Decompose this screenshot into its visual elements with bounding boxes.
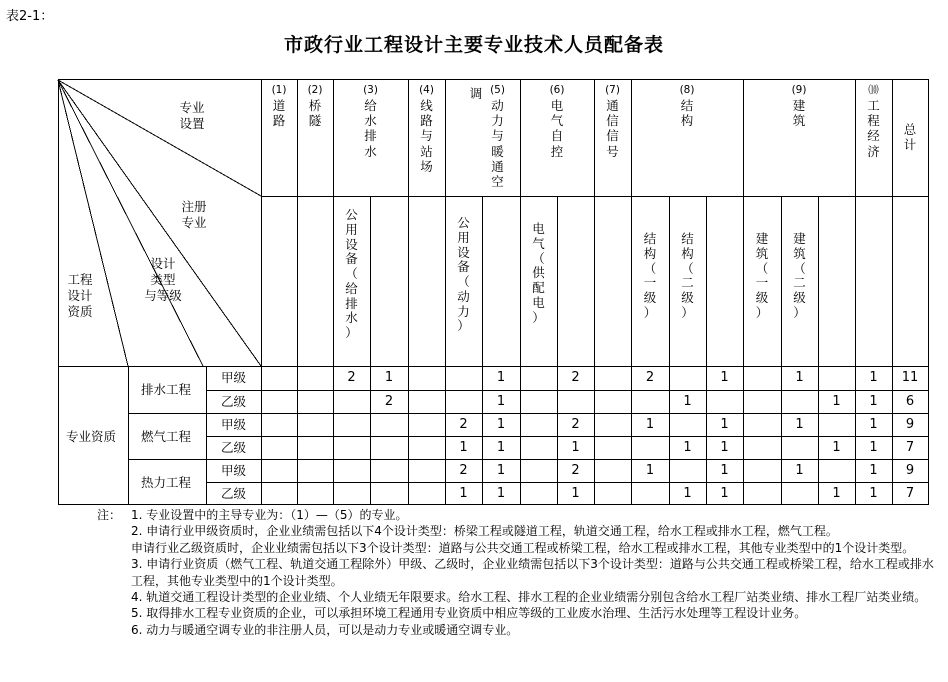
major-char: 建: [792, 97, 806, 113]
registered-char: ）: [793, 304, 806, 320]
table-cell: [261, 366, 297, 389]
table-cell: [261, 482, 297, 505]
table-cell: [743, 413, 781, 436]
registered-char: 给: [345, 280, 358, 296]
registered-header-3: [531, 222, 547, 325]
registered-char: 一: [643, 275, 657, 291]
registered-char: 备: [345, 251, 358, 267]
table-cell: 6: [905, 394, 915, 409]
registered-char: 用: [457, 229, 470, 245]
table-cell: 1: [645, 417, 655, 432]
table-cell: [370, 413, 408, 436]
qualification-group-label: 专业资质: [66, 429, 117, 444]
table-cell: [333, 390, 370, 413]
major-char: 暖: [491, 143, 504, 159]
registered-header-5: [680, 232, 696, 321]
major-char: 道: [272, 97, 286, 113]
major-char: 构: [680, 113, 694, 129]
major-header-5: [490, 84, 506, 189]
table-cell: [261, 413, 297, 436]
registered-char: 力: [457, 303, 470, 319]
registered-char: ）: [755, 304, 769, 320]
table-cell: [631, 482, 669, 505]
major-char: 计: [903, 137, 917, 153]
table-cell: 1: [795, 370, 804, 385]
table-cell: [297, 413, 333, 436]
table-cell: 2: [571, 370, 580, 385]
table-cell: [261, 459, 297, 482]
registered-char: 水: [345, 310, 358, 326]
major-char: 通: [491, 158, 504, 174]
registered-char: 公: [457, 215, 470, 230]
table-cell: 1: [496, 370, 506, 385]
table-cell: 1: [869, 486, 878, 501]
table-cell: [743, 482, 781, 505]
table-cell: 1: [869, 463, 878, 478]
major-header-2: [307, 84, 323, 128]
registered-char: ）: [345, 325, 358, 340]
table-cell: 1: [683, 394, 692, 409]
table-cell: [594, 413, 631, 436]
table-cell: [594, 482, 631, 505]
major-number: (8): [679, 84, 695, 96]
table-cell: 1: [720, 370, 729, 385]
table-cell: 11: [901, 370, 919, 385]
table-cell: [408, 366, 445, 389]
registered-char: 设: [345, 236, 358, 252]
table-cell: 2: [459, 417, 468, 432]
table-cell: 1: [720, 417, 729, 432]
table-cell: [333, 482, 370, 505]
table-cell: 1: [459, 486, 468, 501]
table-cell: [594, 366, 631, 389]
grade-label: 甲级: [221, 370, 247, 385]
table-cell: [743, 459, 781, 482]
registered-char: 一: [755, 275, 769, 291]
major-number: (9): [791, 84, 807, 96]
major-header-8: [679, 84, 695, 128]
table-cell: 1: [720, 486, 729, 501]
table-cell: 2: [571, 417, 580, 432]
header-registered-major: 注册 专业: [181, 199, 207, 230]
registered-char: 公: [345, 207, 358, 222]
registered-header-1: [344, 208, 360, 341]
registered-char: 结: [643, 231, 657, 246]
major-char: 线: [420, 97, 433, 113]
major-char: 号: [606, 143, 619, 159]
major-char: 气: [550, 113, 564, 129]
registered-char: ）: [532, 309, 545, 325]
table-cell: [297, 459, 333, 482]
major-char: 动: [491, 97, 504, 113]
table-cell: 1: [496, 486, 506, 501]
major-header-1: [271, 84, 287, 128]
registered-header-6: [754, 232, 770, 321]
hvac-prefix: 调: [469, 86, 483, 101]
major-char: 控: [550, 143, 564, 159]
major-char: 站: [420, 143, 433, 159]
table-cell: 1: [832, 440, 841, 455]
registered-char: 筑: [793, 245, 806, 261]
major-char: 工: [867, 97, 880, 113]
major-number: (3): [363, 84, 378, 96]
table-cell: 2: [645, 370, 655, 385]
table-cell: [408, 413, 445, 436]
registered-char: 结: [681, 231, 694, 246]
table-cell: [408, 436, 445, 459]
table-cell: [781, 390, 818, 413]
category-gas: 燃气工程: [141, 429, 192, 444]
registered-char: （: [532, 250, 545, 266]
table-cell: 1: [720, 440, 729, 455]
note-2: 2. 申请行业甲级资质时，企业业绩需包括以下4个设计类型：桥梁工程或隧道工程，轨道交通工程，给水工程或排水工程，燃气工程。: [131, 524, 838, 539]
registered-header-4: [642, 232, 658, 321]
major-char: 路: [272, 113, 286, 129]
table-cell: [408, 459, 445, 482]
table-cell: [669, 366, 706, 389]
header-major-setup: 专业 设置: [179, 100, 205, 131]
table-cell: 1: [683, 440, 692, 455]
major-char: 结: [680, 97, 694, 113]
table-cell: [297, 366, 333, 389]
registered-char: （: [643, 260, 657, 276]
major-char: 通: [606, 97, 619, 113]
major-char: 总: [903, 122, 917, 137]
table-cell: [520, 482, 557, 505]
table-cell: 1: [384, 370, 394, 385]
major-char: 力: [491, 113, 504, 129]
major-char: 电: [550, 97, 564, 113]
registered-char: 配: [532, 280, 545, 295]
registered-char: ）: [681, 304, 694, 320]
notes-label: 注：: [97, 508, 122, 522]
table-cell: [445, 390, 482, 413]
note-2b: 申请行业乙级资质时，企业业绩需包括以下3个设计类型：道路与公共交通工程或桥梁工程，给水工程或排水工程，其他专业类型中的1个设计类型。: [131, 540, 915, 555]
table-cell: [520, 390, 557, 413]
table-cell: [520, 366, 557, 389]
table-cell: 1: [459, 440, 468, 455]
major-number: (6): [549, 84, 565, 96]
table-cell: 1: [795, 463, 804, 478]
registered-char: 用: [345, 221, 358, 237]
registered-char: 供: [532, 265, 545, 281]
registered-char: 动: [457, 288, 470, 304]
major-char: 给: [364, 97, 377, 113]
table-cell: 1: [720, 463, 729, 478]
table-cell: 1: [832, 394, 841, 409]
table-cell: 1: [832, 486, 841, 501]
major-char: 空: [491, 174, 504, 190]
table-cell: 2: [347, 370, 356, 385]
table-cell: [370, 459, 408, 482]
table-cell: [261, 436, 297, 459]
table-cell: 2: [571, 463, 580, 478]
table-cell: [297, 482, 333, 505]
registered-char: （: [755, 260, 769, 276]
registered-char: 设: [457, 244, 470, 260]
registered-char: 构: [681, 245, 694, 261]
major-header-3: [363, 84, 379, 159]
registered-char: 级: [755, 290, 769, 305]
note-1: 1. 专业设置中的主导专业为：（1）—（5）的专业。: [131, 508, 408, 522]
category-drainage: 排水工程: [141, 382, 192, 397]
major-char: 程: [867, 113, 880, 129]
table-cell: [818, 366, 855, 389]
major-char: 路: [420, 113, 433, 129]
table-cell: [781, 482, 818, 505]
table-cell: 1: [571, 486, 580, 501]
major-char: 水: [364, 143, 377, 159]
registered-char: （: [345, 266, 358, 281]
note-4: 4. 轨道交通工程设计类型的企业业绩、个人业绩无年限要求。给水工程、排水工程的企业业绩需分别包含给水工程厂站类业绩、排水工程厂站类业绩。: [131, 590, 927, 605]
registered-char: 构: [643, 245, 657, 261]
table-cell: [743, 366, 781, 389]
major-char: 信: [606, 128, 619, 144]
major-char: 信: [606, 113, 619, 129]
major-char: 筑: [792, 113, 806, 129]
table-cell: [520, 436, 557, 459]
grade-label: 乙级: [221, 486, 247, 501]
registered-char: 备: [457, 259, 470, 275]
grade-label: 乙级: [221, 394, 247, 409]
page-title: 市政行业工程设计主要专业技术人员配备表: [283, 34, 664, 56]
table-cell: [594, 459, 631, 482]
table-cell: 1: [496, 417, 506, 432]
table-cell: [333, 436, 370, 459]
registered-char: 电: [532, 221, 545, 236]
major-header-4: [419, 84, 435, 174]
table-cell: 1: [795, 417, 804, 432]
table-cell: [445, 366, 482, 389]
major-char: 与: [491, 128, 504, 144]
major-number: (1): [271, 84, 287, 96]
registered-char: 排: [345, 295, 358, 311]
table-cell: 1: [683, 486, 692, 501]
table-cell: [408, 390, 445, 413]
major-number: (4): [419, 84, 434, 96]
major-header-9: [791, 84, 807, 128]
registered-char: 电: [532, 294, 545, 310]
note-5: 5. 取得排水工程专业资质的企业，可以承担环境工程通用专业资质中相应等级的工业废水治理、生活污水处理等工程设计业务。: [131, 606, 807, 621]
registered-char: ）: [643, 304, 657, 320]
registered-char: 建: [755, 231, 769, 246]
table-cell: [370, 436, 408, 459]
table-cell: 7: [905, 440, 915, 455]
major-char: 排: [364, 128, 377, 144]
table-cell: 1: [645, 463, 655, 478]
table-cell: 1: [496, 440, 506, 455]
table-cell: 2: [459, 463, 468, 478]
table-cell: [261, 390, 297, 413]
registered-char: （: [793, 260, 806, 276]
table-cell: 9: [905, 417, 915, 432]
grade-label: 甲级: [221, 417, 247, 432]
grade-label: 乙级: [221, 440, 247, 455]
table-cell: 2: [384, 394, 394, 409]
table-cell: [669, 413, 706, 436]
major-char: 桥: [308, 97, 322, 113]
table-cell: 1: [496, 463, 506, 478]
major-header-7: [605, 84, 621, 159]
registered-char: ）: [457, 318, 470, 334]
registered-char: 气: [532, 235, 545, 251]
major-number: (5): [490, 84, 505, 96]
table-cell: [297, 436, 333, 459]
table-cell: [594, 436, 631, 459]
table-cell: [706, 390, 743, 413]
registered-char: （: [681, 260, 694, 276]
table-cell: [631, 436, 669, 459]
major-number: ⑽: [868, 84, 879, 96]
table-cell: 1: [496, 394, 506, 409]
major-header-11: [902, 122, 918, 153]
table-cell: [408, 482, 445, 505]
table-cell: [669, 459, 706, 482]
major-char: 隧: [308, 113, 322, 129]
table-cell: [333, 459, 370, 482]
registered-char: 二: [681, 275, 694, 291]
table-cell: [297, 390, 333, 413]
table-cell: 1: [869, 417, 878, 432]
table-cell: [743, 390, 781, 413]
registered-char: 二: [793, 275, 806, 291]
registered-header-7: [792, 232, 808, 321]
table-cell: [520, 413, 557, 436]
category-heating: 热力工程: [141, 475, 192, 490]
table-cell: 1: [869, 440, 878, 455]
major-char: 经: [867, 128, 880, 144]
table-cell: [743, 436, 781, 459]
major-char: 济: [867, 143, 880, 159]
table-cell: 1: [571, 440, 580, 455]
registered-char: 级: [793, 290, 806, 305]
table-cell: [333, 413, 370, 436]
table-cell: [520, 459, 557, 482]
major-number: (2): [307, 84, 323, 96]
major-number: (7): [605, 84, 620, 96]
table-cell: [818, 459, 855, 482]
registered-char: 级: [643, 290, 657, 305]
table-cell: 1: [869, 370, 878, 385]
table-cell: [370, 482, 408, 505]
registered-char: （: [457, 274, 470, 289]
major-char: 自: [550, 128, 564, 144]
table-cell: 9: [905, 463, 915, 478]
major-header-10: [866, 84, 882, 159]
major-char: 与: [420, 128, 433, 144]
registered-header-2: [456, 216, 472, 334]
table-cell: [594, 390, 631, 413]
table-cell: 1: [869, 394, 878, 409]
table-cell: 7: [905, 486, 915, 501]
grade-label: 甲级: [221, 463, 247, 478]
table-cell: [557, 390, 594, 413]
note-3: 3. 申请行业资质（燃气工程、轨道交通工程除外）甲级、乙级时，企业业绩需包括以下3个设计类型：道路与公共交通工程或桥梁工程，给水工程或排水工程，其他专业类型中的1个设计类型。: [131, 557, 934, 588]
header-qualification: 工程 设计 资质: [67, 272, 93, 319]
registered-char: 级: [681, 290, 694, 305]
table-tag: 表2-1：: [6, 9, 54, 24]
table-cell: [818, 413, 855, 436]
table-cell: [781, 436, 818, 459]
major-char: 场: [420, 158, 433, 174]
note-6: 6. 动力与暖通空调专业的非注册人员，可以是动力专业或暖通空调专业。: [131, 622, 519, 637]
registered-char: 筑: [755, 245, 769, 261]
table-cell: [631, 390, 669, 413]
major-header-6: [549, 84, 565, 159]
major-char: 水: [364, 113, 377, 129]
registered-char: 建: [793, 231, 806, 246]
header-design-type: 设计 类型 与等级: [144, 256, 182, 303]
